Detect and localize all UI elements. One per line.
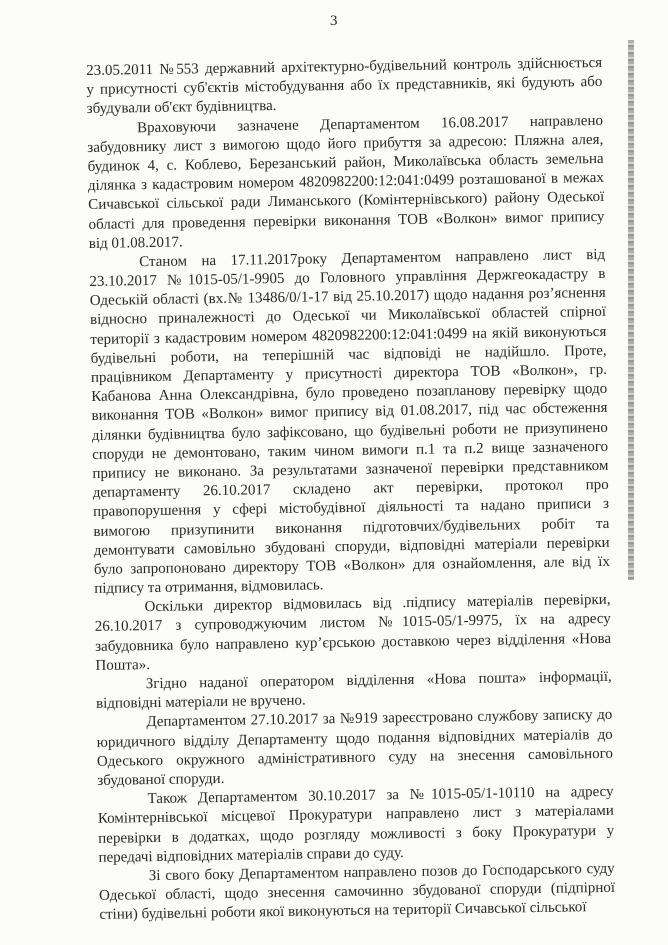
text-line: департаменту 26.10.2017 складено акт перевірки, протокол про [92, 476, 609, 502]
text-line: забудовника було направлено кур’єрською доставкою через відділення «Нова [95, 630, 612, 655]
text-line: Станом на 17.11.2017року Департаментом направлено лист від [139, 246, 606, 271]
scan-edge-artifact [628, 40, 634, 580]
text-line: збудували об'єкт будівництва. [86, 98, 277, 118]
text-line: демонтувати самовільно збудовані споруди, відповідні матеріали перевірки [93, 534, 610, 559]
paragraph [89, 246, 610, 599]
text-line: Одеській області (вх.№ 13486/0/1-17 від 25.10.2017) щодо надання роз’яснення [89, 285, 606, 310]
paragraph [86, 54, 603, 120]
text-line: у присутності суб'єктів містобудування або їх представників, які будують або [86, 74, 603, 99]
text-line: Враховуючи зазначене Департаментом 16.08.2017 направлено [136, 112, 604, 136]
text-line: будівельні роботи, на теперішній час відповіді не надійшло. Проте, [90, 342, 607, 367]
text-line: 23.05.2011 №553 державний архітектурно-будівельний контроль здійснюється [86, 54, 603, 79]
text-line: було запропоновано директору ТОВ «Волкон» для ознайомлення, але від їх [93, 553, 611, 578]
paragraph [97, 783, 614, 868]
text-line: Кабанова Анна Олександрівна, було проведено позапланову перевірку щодо [91, 381, 608, 406]
text-line: Згідно наданої оператором відділення «Нова пошта» інформації, [145, 668, 612, 693]
text-line: Сичавської сільської ради Лиманського (Комінтернівського) району Одеської [88, 189, 605, 214]
paragraph [99, 860, 616, 926]
text-line: вимогою призупинити виконання підготовчих/будівельних робіт та [93, 515, 610, 540]
document-body [86, 54, 615, 925]
page-number: 3 [330, 13, 338, 29]
text-line: 26.10.2017 з супроводжуючим листом №1015-05/1-9975, їх на адресу [94, 611, 611, 636]
text-line: Пошта». [95, 656, 151, 674]
text-line: території з кадастровим номером 4820982200:12:041:0499 на якій виконуються [90, 323, 607, 348]
paragraph [87, 111, 605, 253]
text-line: 23.10.2017 №1015-05/1-9905 до Головного управління Держгеокадастру в [89, 265, 606, 291]
text-line: припису не виконано. За результатами зазначеної перевірки представником [92, 457, 609, 482]
text-line: перевірки в додатках, щодо розгляду можливості з боку Прокуратури у [98, 822, 615, 847]
text-line: передачі відповідних матеріалів справи до суду. [98, 844, 404, 866]
text-line: стіни) будівельні роботи якої виконуються на території Сичавської сільської [99, 899, 587, 924]
paragraph [96, 706, 613, 791]
text-line: виконання ТОВ «Волкон» вимог припису від 01.08.2017, під час обстеження [91, 400, 608, 425]
text-line: ділянки будівництва було зафіксовано, що будівельні роботи не призупинено [91, 419, 608, 444]
text-line: Комінтернівської місцевої Прокуратури направлено лист з матеріалами [97, 803, 614, 828]
text-line: Оскільки директор відмовилась від .підпису матеріалів перевірки, [144, 592, 611, 616]
text-line: Зі свого боку Департаментом направлено позов до Господарського суду [148, 860, 615, 884]
text-line: від 01.08.2017. [88, 234, 183, 252]
text-line: Департаментом 27.10.2017 за №919 зареєстровано службову записку до [146, 707, 613, 731]
text-line: правопорушення у сфері містобудівної діяльності та надано приписи з [92, 496, 610, 521]
text-line: працівником Департаменту у присутності директора ТОВ «Волкон», гр. [90, 361, 608, 386]
text-line: збудованої споруди. [97, 770, 225, 789]
text-line: Одеського окружного адміністративного суду на знесення самовільного [96, 745, 614, 770]
text-line: ділянка з кадастровим номером 4820982200:12:041:0499 розташованої в межах [87, 170, 605, 195]
paragraph [94, 591, 611, 676]
text-line: відносно приналежності до Одеської чи Миколаївської областей спірної [89, 304, 607, 329]
text-line: будинок 4, с. Коблево, Березанський район, Миколаївська область земельна [87, 150, 604, 175]
text-line: області для проведення перевірки виконання ТОВ «Волкон» вимог припису [88, 208, 605, 233]
text-line: Також Департаментом 30.10.2017 за №1015-05/1-10110 на адресу [147, 783, 614, 808]
text-line: юридичного відділу Департаменту щодо подання відповідних матеріалів до [96, 726, 613, 751]
text-line: відповідні матеріали не вручено. [95, 692, 306, 713]
text-line: забудовнику лист з вимогою щодо його прибуття за адресою: Пляжна алея, [87, 131, 604, 156]
text-line: підпису та отримання, відмовилась. [94, 577, 324, 597]
text-line: споруди не демонтовано, таким чином вимоги п.1 та п.2 вище зазначеного [92, 438, 609, 463]
text-line: Одеської області, щодо знесення самочинно збудованої споруди (підпірної [98, 879, 616, 904]
